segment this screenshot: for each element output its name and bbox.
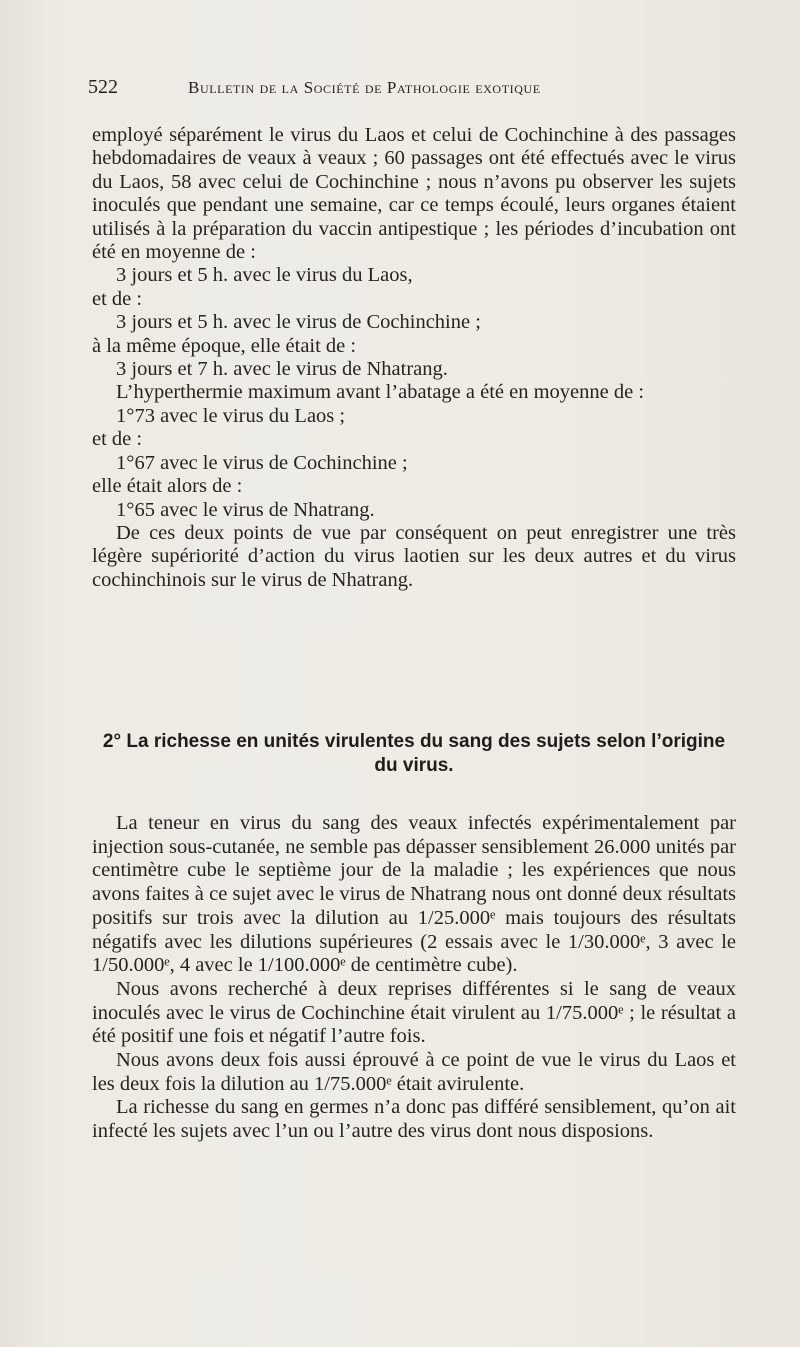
running-title: Bulletin de la Société de Pathologie exotique: [188, 78, 541, 97]
list-item: [92, 405, 736, 428]
list-item-text: avec le virus de Nhatrang.: [160, 498, 375, 521]
paragraph: De ces deux points de vue par conséquent on peut enregistrer une très légère supériorité d’action du virus laotien sur les deux autres et du virus cochinchinois sur le virus de Nhatrang.: [92, 521, 736, 591]
paragraph: Nous avons deux fois aussi éprouvé à ce point de vue le virus du Laos et les deux fois la dilution au 1/75.000ᵉ était avirulente.: [92, 1049, 736, 1095]
list-item: 3 jours et 7 h. avec le virus de Nhatrang.: [116, 358, 448, 381]
list-item: [92, 499, 736, 522]
paragraph: et de :: [92, 287, 143, 310]
paragraph: et de :: [92, 428, 143, 451]
paragraph: à la même époque, elle était de :: [92, 334, 357, 357]
paragraph: La teneur en virus du sang des veaux infectés expérimentalement par injection sous-cutanée, ne semble pas dépasser sensiblement 26.000 unités par centimètre cube le septième jour de la maladie ; les expériences que nous avons faites à ce sujet avec le virus de Nhatrang nous ont donné deux résultats positifs sur trois avec la dilution au 1/25.000ᵉ mais toujours des résultats négatifs avec les dilutions supérieures (2 essais avec le 1/30.000ᵉ, 3 avec le 1/50.000ᵉ, 4 avec le 1/100.000ᵉ de centimètre cube).: [92, 812, 736, 977]
list-item: [92, 452, 736, 475]
temperature-value: 1°65: [116, 498, 155, 521]
paragraph: L’hyperthermie maximum avant l’abatage a été en moyenne de :: [116, 381, 645, 404]
temperature-value: 1°67: [116, 451, 155, 474]
list-item: 3 jours et 5 h. avec le virus du Laos,: [116, 264, 413, 287]
page-number: 522: [88, 76, 118, 98]
section-heading: [92, 730, 736, 778]
temperature-value: 1°73: [116, 404, 155, 427]
section-title: La richesse en unités virulentes du sang des sujets selon l’origine du virus.: [126, 731, 726, 776]
section-number: 2°: [102, 731, 122, 752]
paragraph: Nous avons recherché à deux reprises différentes si le sang de veaux inoculés avec le virus de Cochinchine était virulent au 1/75.000ᵉ ; le résultat a été positif une fois et négatif l’autre fois.: [92, 977, 736, 1048]
page-header: [88, 74, 728, 104]
paragraph: elle était alors de :: [92, 475, 243, 498]
body-text-section-2: [92, 812, 736, 1144]
list-item: 3 jours et 5 h. avec le virus de Cochinchine ;: [116, 311, 481, 334]
body-text-section-1: [92, 124, 736, 592]
list-item-text: avec le virus du Laos ;: [160, 404, 346, 427]
list-item-text: avec le virus de Cochinchine ;: [160, 451, 408, 474]
paragraph: La richesse du sang en germes n’a donc pas différé sensiblement, qu’on ait infecté les sujets avec l’un ou l’autre des virus dont nous disposions.: [92, 1096, 736, 1143]
paragraph: employé séparément le virus du Laos et celui de Cochinchine à des passages hebdomadaires de veaux à veaux ; 60 passages ont été effectués avec le virus du Laos, 58 avec celui de Cochinchine ; nous n’avons pu observer les sujets inoculés que pendant une semaine, car ce temps écoulé, leurs organes étaient utilisés à la préparation du vaccin antipestique ; les périodes d’incubation ont été en moyenne de :: [92, 124, 736, 264]
